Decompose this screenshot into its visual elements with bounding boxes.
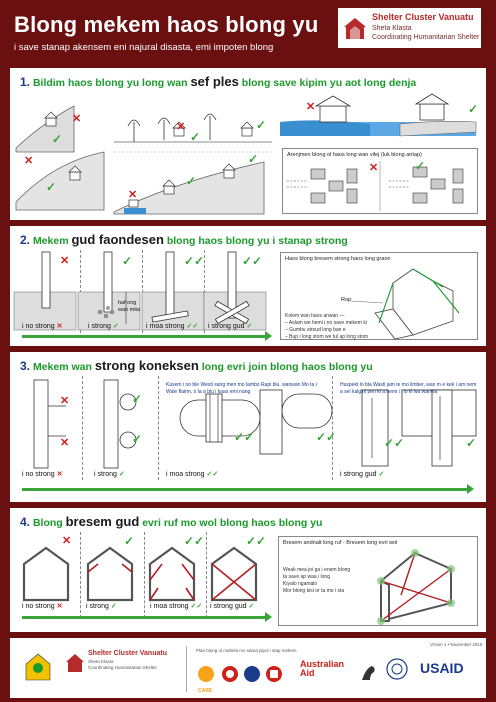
section1-title: 1. Bildim haos blong yu long wan sef ples blong save kipim yu aot long denja: [20, 74, 417, 89]
partner-australian-aid: Australian Aid: [300, 659, 345, 678]
cross-icon: ✕: [306, 101, 316, 113]
partner-care: CARE: [198, 688, 213, 694]
progress-arrow: [22, 616, 266, 619]
check-icon: ✓✓: [246, 534, 267, 548]
anchored-house-box: [280, 252, 478, 340]
depth-label: haf ong: [118, 300, 137, 306]
braced-house-title: Bresem andnalt long ruf - Bresem long evri wol: [283, 540, 398, 546]
cross-icon: ✕: [60, 255, 70, 267]
un-emblem-icon: [386, 658, 408, 680]
label-strong: i strong ✓: [86, 603, 117, 610]
check-icon: ✓: [415, 159, 426, 173]
village-layout-title: Arenjmen blong ol haos long wan vilej (luk blong antap): [287, 152, 422, 158]
label-strong: i strong ✓: [94, 471, 125, 478]
logo-line2: Coordinating Humanitarian Shelter: [372, 34, 480, 41]
wall-bracing-illustration: [18, 544, 272, 604]
cross-icon: ✕: [60, 437, 70, 449]
check-icon: ✓✓: [234, 430, 255, 444]
version-note: Vrsion 1 • November 2015: [430, 642, 483, 647]
check-icon: ✓: [124, 534, 135, 548]
label-not-strong: i no strong ✕: [22, 603, 63, 610]
shelter-cluster-logo-icon: [64, 652, 86, 674]
section-foundation: [10, 226, 486, 346]
hillside-illustrations: [14, 92, 274, 218]
check-icon: ✓✓: [242, 254, 263, 268]
partner-usaid: USAID: [420, 660, 464, 676]
depth-label: wan mita: [118, 307, 141, 313]
footer-org-line2: Coordinating Humanitarian Shelter: [88, 665, 158, 670]
check-icon: ✓: [52, 132, 63, 146]
cross-icon: ✕: [62, 535, 72, 547]
anchor-notes: Kolem wan haos anwan — – Aslam we hemi i no save mekem ki – Gumbu stroud long ban e – Bup i long stom we tul ap long stom: [285, 313, 369, 340]
village-layout-box: [282, 148, 478, 214]
cross-icon: ✕: [128, 189, 138, 201]
check-icon: ✓: [466, 436, 477, 450]
label-not-strong: i no strong ✕: [22, 323, 63, 330]
bracing-notes: Weak mea joi ga i enem blong ta save ap waa i long Kiyalo ngamalo Mor blong kisi or ta mo i sta: [283, 567, 351, 594]
label-very-strong: i strong gud ✓: [340, 471, 385, 478]
logo-line1: Sheta Klasta: [372, 25, 412, 32]
rope-label: Rop: [341, 297, 352, 303]
village-layout-diagram: [285, 161, 475, 213]
partner-logos-icon: [196, 662, 292, 686]
label-more-strong: i moa strong ✓✓: [146, 323, 199, 330]
shelter-cluster-logo: [338, 8, 481, 48]
section-safe-place: [10, 68, 486, 220]
progress-arrow: [22, 488, 468, 491]
header: [0, 0, 496, 62]
check-icon: ✓: [122, 254, 133, 268]
label-more-strong: i moa strong ✓✓: [150, 603, 203, 610]
cross-icon: ✕: [60, 395, 70, 407]
check-icon: ✓: [132, 432, 143, 446]
page-title: Blong mekem haos blong yu: [14, 12, 319, 37]
check-icon: ✓: [256, 118, 267, 132]
check-icon: ✓✓: [384, 436, 405, 450]
check-icon: ✓: [132, 392, 143, 406]
check-icon: ✓✓: [184, 254, 205, 268]
connection-note-left: Kusem i no ble Westi sang men mo lambo Rapi blu, wanwan Mo ta i Wale flairm, o la a blu i kaas emi nang: [166, 382, 317, 395]
section-bracing: [10, 508, 486, 632]
footer: [10, 638, 486, 698]
footer-org-line1: Sheta Klasta: [88, 659, 114, 664]
label-very-strong: i strong gud ✓: [208, 323, 253, 330]
footer-org-name: Shelter Cluster Vanuatu: [88, 650, 167, 657]
label-strong: i strong ✓: [88, 323, 119, 330]
check-icon: ✓: [468, 102, 479, 116]
check-icon: ✓: [248, 152, 259, 166]
vanuatu-emblem-icon: [24, 652, 52, 682]
section-connections: [10, 352, 486, 502]
cross-icon: ✕: [369, 162, 379, 174]
cross-icon: ✕: [72, 113, 82, 125]
progress-arrow: [22, 335, 266, 338]
check-icon: ✓: [186, 174, 197, 188]
section3-title: 3. Mekem wan strong koneksen long evri join blong haos blong yu: [20, 358, 373, 373]
cross-icon: ✕: [176, 121, 186, 133]
anchored-house-title: Haos blong bresem strong haos long graon: [285, 256, 391, 262]
check-icon: ✓: [46, 180, 57, 194]
partners-note: Plan blong ol mabela mo sama pipol i stap mekem: [196, 648, 297, 653]
foundation-posts-illustration: [14, 250, 270, 330]
check-icon: ✓: [190, 130, 201, 144]
connection-note-right: Huspekt lo bla Wasti jam te mo limber, wan m e kek i am nem a sel kalgini pen ki a hemi i i lo ki wa wanwa: [340, 382, 477, 395]
label-very-strong: i strong gud ✓: [210, 603, 255, 610]
kangaroo-icon: [358, 662, 378, 682]
section4-title: 4. Blong bresem gud evri ruf mo wol blong haos blong yu: [20, 514, 323, 529]
braced-house-box: [278, 536, 478, 626]
check-icon: ✓✓: [316, 430, 337, 444]
section2-title: 2. Mekem gud faondesen blong haos blong yu i stanap strong: [20, 232, 348, 247]
cross-icon: ✕: [24, 155, 34, 167]
check-icon: ✓✓: [184, 534, 205, 548]
label-more-strong: i moa strong ✓✓: [166, 471, 219, 478]
logo-name: Shelter Cluster Vanuatu: [372, 12, 474, 22]
house-logo-icon: [342, 15, 368, 41]
footer-divider: [186, 646, 187, 692]
page-subtitle: i save stanap akensem eni najural disasta, emi impoten blong: [14, 42, 274, 53]
label-not-strong: i no strong ✕: [22, 471, 63, 478]
